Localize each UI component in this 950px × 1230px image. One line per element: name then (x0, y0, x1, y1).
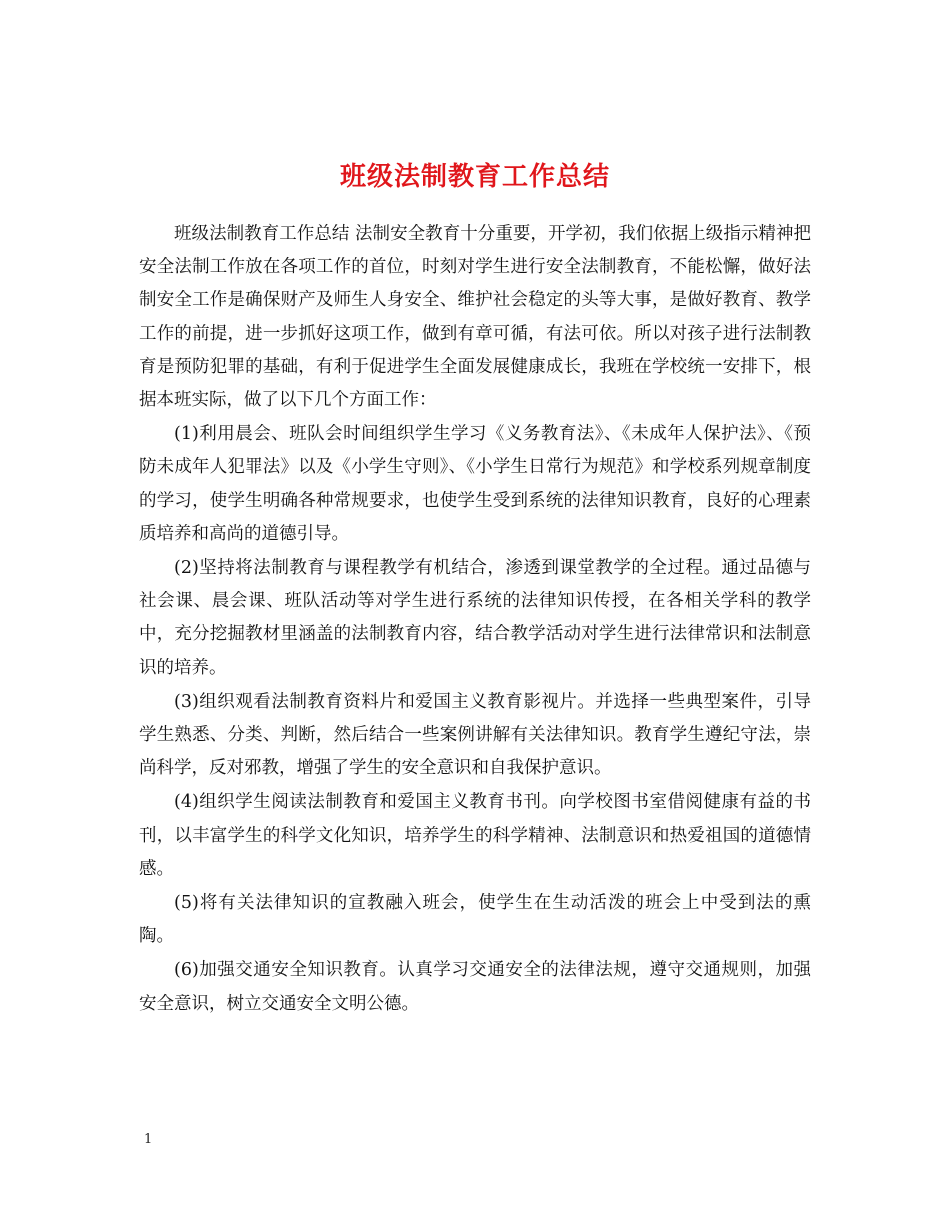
document-body (139, 218, 811, 1022)
item-paragraph-4: (4)组织学生阅读法制教育和爱国主义教育书刊。向学校图书室借阅健康有益的书刊，以丰富学生的科学文化知识，培养学生的科学精神、法制意识和热爱祖国的道德情感。 (139, 792, 811, 879)
item-paragraph-3: (3)组织观看法制教育资料片和爱国主义教育影视片。并选择一些典型案件，引导学生熟悉、分类、判断，然后结合一些案例讲解有关法律知识。教育学生遵纪守法，崇尚科学，反对邪教，增强了学生的安全意识和自我保护意识。 (139, 691, 811, 779)
page-title: 班级法制教育工作总结 (339, 162, 610, 193)
intro-paragraph: 班级法制教育工作总结 法制安全教育十分重要，开学初，我们依据上级指示精神把安全法制工作放在各项工作的首位，时刻对学生进行安全法制教育，不能松懈，做好法制安全工作是确保财产及师生人身安全、维护社会稳定的头等大事，是做好教育、教学工作的前提，进一步抓好这项工作，做到有章可循，有法可依。所以对孩子进行法制教育是预防犯罪的基础，有利于促进学生全面发展健康成长，我班在学校统一安排下，根据本班实际，做了以下几个方面工作： (139, 224, 811, 411)
page-number: 1 (144, 1132, 153, 1147)
item-paragraph-5: (5)将有关法律知识的宣教融入班会，使学生在生动活泼的班会上中受到法的熏陶。 (139, 893, 811, 947)
item-paragraph-1: (1)利用晨会、班队会时间组织学生学习《义务教育法》、《未成年人保护法》、《预防未成年人犯罪法》以及《小学生守则》、《小学生日常行为规范》和学校系列规章制度的学习，使学生明确各种常规要求，也使学生受到系统的法律知识教育，良好的心理素质培养和高尚的道德引导。 (139, 424, 811, 544)
item-paragraph-2: (2)坚持将法制教育与课程教学有机结合，渗透到课堂教学的全过程。通过品德与社会课、晨会课、班队活动等对学生进行系统的法律知识传授，在各相关学科的教学中，充分挖掘教材里涵盖的法制教育内容，结合教学活动对学生进行法律常识和法制意识的培养。 (139, 558, 811, 678)
item-paragraph-6: (6)加强交通安全知识教育。认真学习交通安全的法律法规，遵守交通规则，加强安全意识，树立交通安全文明公德。 (139, 960, 811, 1014)
